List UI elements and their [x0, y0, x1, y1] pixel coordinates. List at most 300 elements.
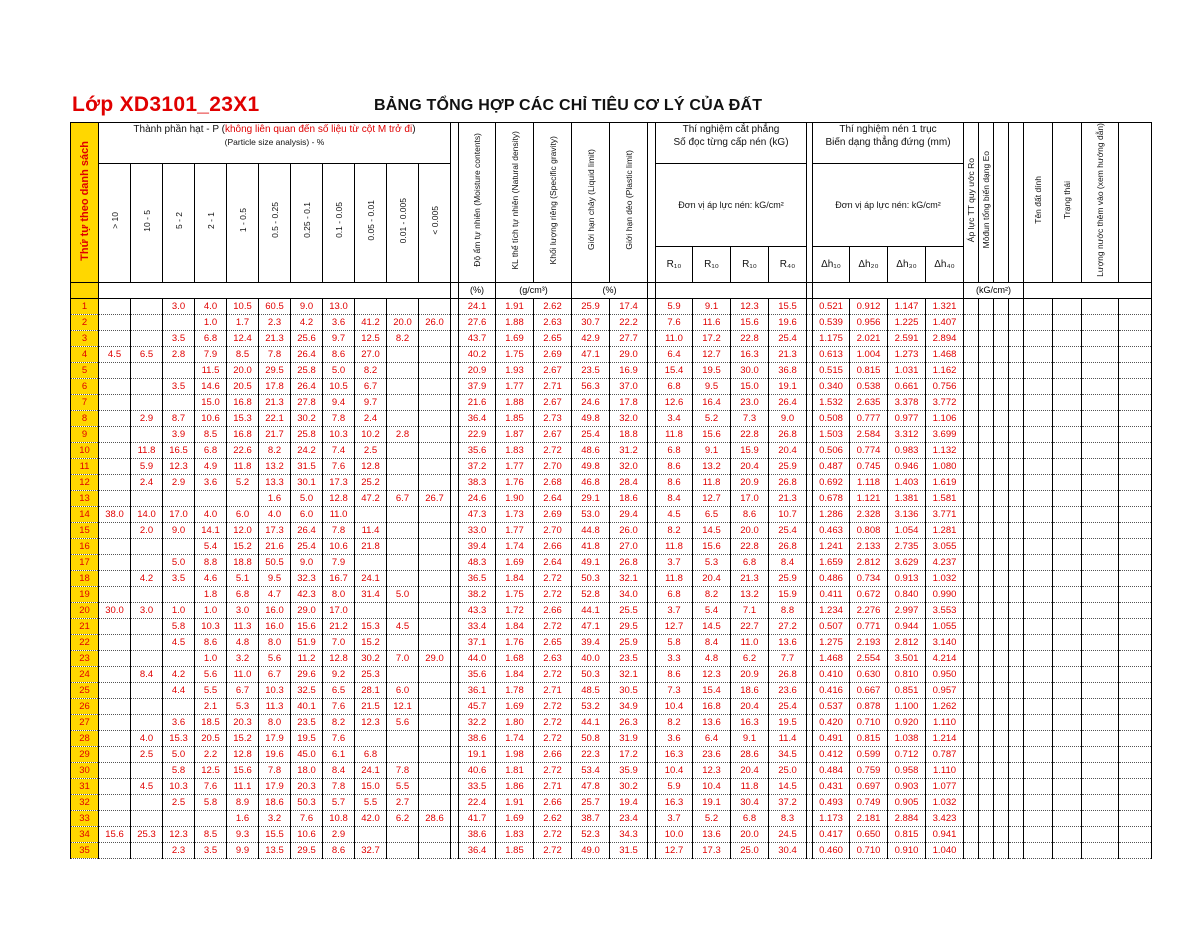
cell-value: 12.3 — [731, 298, 769, 314]
cell-value: 5.4 — [693, 602, 731, 618]
cell-value: 0.815 — [888, 826, 926, 842]
cell-value — [99, 410, 131, 426]
table-row — [71, 378, 1152, 394]
cell-value: 5.8 — [163, 762, 195, 778]
cell-value: 60.5 — [259, 298, 291, 314]
cell-value: 0.486 — [813, 570, 850, 586]
spacer-cell — [979, 314, 994, 330]
cell-value — [387, 298, 419, 314]
spacer-cell — [964, 410, 979, 426]
cell-value: 1.84 — [496, 618, 534, 634]
spacer-cell — [1053, 522, 1082, 538]
cell-value: 31.5 — [291, 458, 323, 474]
spacer-cell — [1009, 506, 1024, 522]
cell-value: 20.0 — [227, 362, 259, 378]
cell-value: 3.772 — [926, 394, 964, 410]
cell-value: 6.8 — [731, 554, 769, 570]
spacer-cell — [994, 714, 1009, 730]
cell-value: 4.2 — [163, 666, 195, 682]
row-number: 3 — [71, 330, 99, 346]
cell-value: 9.3 — [227, 826, 259, 842]
spacer-cell — [648, 826, 656, 842]
cell-value: 37.2 — [459, 458, 496, 474]
cell-value: 9.1 — [693, 442, 731, 458]
cell-value: 0.734 — [850, 570, 888, 586]
cell-value: 0.539 — [813, 314, 850, 330]
cell-value: 11.4 — [355, 522, 387, 538]
cell-value: 8.2 — [355, 362, 387, 378]
cell-value: 20.4 — [693, 570, 731, 586]
spacer-cell — [964, 650, 979, 666]
spacer-cell — [1024, 490, 1053, 506]
cell-value: 10.8 — [323, 810, 355, 826]
cell-value — [419, 762, 451, 778]
spacer-cell — [979, 746, 994, 762]
cell-value: 1.76 — [496, 634, 534, 650]
spacer-cell — [451, 538, 459, 554]
spacer-cell — [964, 538, 979, 554]
cell-value: 7.4 — [323, 442, 355, 458]
spacer-cell — [994, 474, 1009, 490]
cell-value: 20.5 — [195, 730, 227, 746]
spacer-cell — [979, 394, 994, 410]
cell-value — [355, 506, 387, 522]
cell-value: 3.136 — [888, 506, 926, 522]
spacer-cell — [994, 362, 1009, 378]
spacer-cell — [1009, 810, 1024, 826]
spacer-cell — [964, 378, 979, 394]
cell-value: 12.7 — [656, 842, 693, 858]
spacer-cell — [994, 298, 1009, 314]
spacer-cell — [1082, 378, 1119, 394]
header-water: Lượng nước thêm vào (xem hướng dẫn) — [1082, 123, 1119, 283]
cell-value: 0.878 — [850, 698, 888, 714]
spacer-cell — [648, 682, 656, 698]
spacer-cell — [451, 810, 459, 826]
table-row — [71, 714, 1152, 730]
cell-value: 11.8 — [731, 778, 769, 794]
cell-value: 5.2 — [227, 474, 259, 490]
cell-value: 3.553 — [926, 602, 964, 618]
spacer-cell — [1082, 746, 1119, 762]
cell-value: 8.6 — [323, 346, 355, 362]
row-number: 35 — [71, 842, 99, 858]
cell-value: 32.1 — [610, 666, 648, 682]
cell-value: 14.6 — [195, 378, 227, 394]
cell-value: 1.407 — [926, 314, 964, 330]
spacer-cell — [979, 442, 994, 458]
spacer-cell — [994, 746, 1009, 762]
cell-value: 6.8 — [656, 378, 693, 394]
cell-value — [99, 778, 131, 794]
cell-value: 9.2 — [323, 666, 355, 682]
cell-value — [131, 682, 163, 698]
cell-value: 30.0 — [99, 602, 131, 618]
spacer-cell — [979, 410, 994, 426]
cell-value: 2.66 — [534, 746, 572, 762]
spacer-cell — [1009, 666, 1024, 682]
cell-value: 15.0 — [355, 778, 387, 794]
cell-value: 0.420 — [813, 714, 850, 730]
cell-value: 15.6 — [693, 426, 731, 442]
spacer-cell — [964, 698, 979, 714]
cell-value: 50.8 — [572, 730, 610, 746]
spacer-cell — [1053, 586, 1082, 602]
cell-value: 32.2 — [459, 714, 496, 730]
cell-value: 3.699 — [926, 426, 964, 442]
cell-value: 45.0 — [291, 746, 323, 762]
cell-value: 2.021 — [850, 330, 888, 346]
cell-value — [419, 426, 451, 442]
spacer-cell — [1082, 362, 1119, 378]
spacer-cell — [648, 794, 656, 810]
spacer-cell — [1053, 778, 1082, 794]
cell-value: 0.759 — [850, 762, 888, 778]
cell-value — [227, 490, 259, 506]
spacer-cell — [1024, 442, 1053, 458]
cell-value: 6.1 — [323, 746, 355, 762]
cell-value: 25.0 — [769, 762, 807, 778]
spacer-cell — [1053, 794, 1082, 810]
spacer-cell — [994, 762, 1009, 778]
table-row — [71, 778, 1152, 794]
cell-value: 47.1 — [572, 618, 610, 634]
cell-value: 5.7 — [323, 794, 355, 810]
cell-value: 0.983 — [888, 442, 926, 458]
spacer-cell — [1024, 618, 1053, 634]
cell-value: 8.2 — [387, 330, 419, 346]
cell-value: 39.4 — [572, 634, 610, 650]
cell-value: 21.3 — [769, 346, 807, 362]
grain-size-4: 2 - 1 — [195, 164, 227, 283]
cell-value: 7.1 — [731, 602, 769, 618]
cell-value: 1.234 — [813, 602, 850, 618]
cell-value: 14.0 — [131, 506, 163, 522]
header-plastic-limit: Giới hạn dẻo (Plastic limit) — [610, 123, 648, 283]
grain-size-3: 5 - 2 — [163, 164, 195, 283]
cell-value: 4.0 — [195, 298, 227, 314]
cell-value: 3.501 — [888, 650, 926, 666]
cell-value: 10.2 — [355, 426, 387, 442]
cell-value: 0.630 — [850, 666, 888, 682]
row-number: 13 — [71, 490, 99, 506]
spacer-cell — [1009, 586, 1024, 602]
spacer-cell — [979, 506, 994, 522]
cell-value: 17.2 — [693, 330, 731, 346]
row-number: 22 — [71, 634, 99, 650]
spacer-cell — [964, 826, 979, 842]
cell-value: 56.3 — [572, 378, 610, 394]
cell-value: 15.4 — [693, 682, 731, 698]
spacer-cell — [1009, 794, 1024, 810]
cell-value: 25.5 — [610, 602, 648, 618]
spacer-cell — [1053, 762, 1082, 778]
cell-value: 1.69 — [496, 554, 534, 570]
cell-value: 6.7 — [355, 378, 387, 394]
cell-value: 3.423 — [926, 810, 964, 826]
cell-value: 1.532 — [813, 394, 850, 410]
cell-value: 1.90 — [496, 490, 534, 506]
cell-value — [355, 554, 387, 570]
cell-value — [99, 698, 131, 714]
cell-value: 2.2 — [195, 746, 227, 762]
cell-value: 25.4 — [572, 426, 610, 442]
spacer-cell — [1082, 714, 1119, 730]
spacer-cell — [1082, 538, 1119, 554]
cell-value: 36.1 — [459, 682, 496, 698]
shear-col-2: R₁₀ — [693, 246, 731, 282]
cell-value: 2.1 — [195, 698, 227, 714]
spacer-cell — [451, 506, 459, 522]
cell-value: 0.815 — [850, 730, 888, 746]
cell-value: 11.4 — [769, 730, 807, 746]
cell-value — [163, 810, 195, 826]
cell-value: 6.5 — [693, 506, 731, 522]
spacer-cell — [1082, 842, 1119, 858]
cell-value: 5.5 — [387, 778, 419, 794]
spacer-cell — [964, 442, 979, 458]
spacer-cell — [1024, 650, 1053, 666]
spacer-cell — [1009, 682, 1024, 698]
cell-value: 2.133 — [850, 538, 888, 554]
spacer-cell — [1024, 602, 1053, 618]
shear-col-4: R₄₀ — [769, 246, 807, 282]
table-row — [71, 810, 1152, 826]
cell-value: 28.1 — [355, 682, 387, 698]
cell-value: 0.484 — [813, 762, 850, 778]
cell-value: 2.812 — [888, 634, 926, 650]
cell-value: 3.378 — [888, 394, 926, 410]
cell-value: 2.5 — [131, 746, 163, 762]
cell-value: 23.0 — [731, 394, 769, 410]
cell-value: 24.1 — [355, 570, 387, 586]
cell-value: 15.3 — [163, 730, 195, 746]
spacer-cell — [964, 602, 979, 618]
cell-value: 4.214 — [926, 650, 964, 666]
cell-value: 6.8 — [731, 810, 769, 826]
cell-value: 13.2 — [259, 458, 291, 474]
spacer-cell — [1119, 810, 1152, 826]
cell-value: 17.0 — [163, 506, 195, 522]
cell-value: 27.8 — [291, 394, 323, 410]
cell-value: 27.2 — [769, 618, 807, 634]
spacer-cell — [1082, 410, 1119, 426]
spacer-cell — [1009, 426, 1024, 442]
grain-size-11: < 0.005 — [419, 164, 451, 283]
cell-value: 45.7 — [459, 698, 496, 714]
cell-value — [419, 474, 451, 490]
cell-value: 8.6 — [323, 842, 355, 858]
cell-value: 12.7 — [693, 490, 731, 506]
cell-value: 12.6 — [656, 394, 693, 410]
spacer-cell — [1119, 666, 1152, 682]
row-number: 16 — [71, 538, 99, 554]
cell-value — [387, 730, 419, 746]
cell-value: 2.5 — [163, 794, 195, 810]
cell-value: 0.515 — [813, 362, 850, 378]
header-density: KL thể tích tự nhiên (Natural density) — [496, 123, 534, 283]
cell-value: 9.0 — [291, 298, 323, 314]
table-body — [71, 298, 1152, 858]
spacer-cell — [648, 586, 656, 602]
spacer-cell — [1082, 522, 1119, 538]
spacer-cell — [1024, 298, 1053, 314]
cell-value: 1.69 — [496, 330, 534, 346]
table-title: BẢNG TỔNG HỢP CÁC CHỈ TIÊU CƠ LÝ CỦA ĐẤT — [374, 97, 763, 114]
cell-value: 44.1 — [572, 602, 610, 618]
cell-value — [387, 522, 419, 538]
cell-value: 5.1 — [227, 570, 259, 586]
cell-value: 3.6 — [195, 474, 227, 490]
spacer-cell — [1024, 570, 1053, 586]
cell-value: 25.9 — [572, 298, 610, 314]
cell-value: 11.0 — [227, 666, 259, 682]
cell-value: 22.7 — [731, 618, 769, 634]
cell-value: 4.7 — [259, 586, 291, 602]
cell-value: 4.0 — [259, 506, 291, 522]
header-order: Thứ tự theo danh sách — [71, 123, 99, 283]
spacer-cell — [1119, 762, 1152, 778]
spacer-cell — [964, 570, 979, 586]
cell-value: 1.0 — [163, 602, 195, 618]
cell-value — [419, 778, 451, 794]
spacer-cell — [994, 490, 1009, 506]
cell-value: 20.9 — [731, 474, 769, 490]
cell-value: 2.9 — [131, 410, 163, 426]
cell-value: 1.72 — [496, 602, 534, 618]
spacer-cell — [964, 762, 979, 778]
cell-value — [131, 362, 163, 378]
cell-value — [131, 330, 163, 346]
cell-value: 0.745 — [850, 458, 888, 474]
cell-value: 20.3 — [227, 714, 259, 730]
cell-value: 10.3 — [259, 682, 291, 698]
cell-value: 5.2 — [693, 810, 731, 826]
cell-value: 0.810 — [888, 666, 926, 682]
cell-value: 0.410 — [813, 666, 850, 682]
cell-value: 25.4 — [769, 522, 807, 538]
cell-value: 27.6 — [459, 314, 496, 330]
cell-value: 2.276 — [850, 602, 888, 618]
cell-value: 15.0 — [731, 378, 769, 394]
cell-value: 2.4 — [131, 474, 163, 490]
cell-value: 25.3 — [355, 666, 387, 682]
cell-value: 26.7 — [419, 490, 451, 506]
cell-value: 8.8 — [195, 554, 227, 570]
cell-value: 7.3 — [656, 682, 693, 698]
cell-value: 0.506 — [813, 442, 850, 458]
cell-value: 3.771 — [926, 506, 964, 522]
cell-value: 17.0 — [731, 490, 769, 506]
cell-value — [355, 826, 387, 842]
cell-value: 1.275 — [813, 634, 850, 650]
cell-value — [387, 554, 419, 570]
header-state: Trạng thái — [1053, 123, 1082, 283]
cell-value: 1.031 — [888, 362, 926, 378]
cell-value: 2.0 — [131, 522, 163, 538]
cell-value — [419, 746, 451, 762]
cell-value — [163, 586, 195, 602]
cell-value: 12.3 — [163, 826, 195, 842]
cell-value: 0.538 — [850, 378, 888, 394]
cell-value: 48.6 — [572, 442, 610, 458]
cell-value: 44.8 — [572, 522, 610, 538]
spacer-cell — [1009, 394, 1024, 410]
cell-value — [419, 570, 451, 586]
cell-value: 1.118 — [850, 474, 888, 490]
cell-value: 35.6 — [459, 442, 496, 458]
cell-value: 2.72 — [534, 730, 572, 746]
cell-value: 8.3 — [769, 810, 807, 826]
spacer-cell — [1024, 362, 1053, 378]
spacer-cell — [964, 666, 979, 682]
spacer-cell — [979, 634, 994, 650]
cell-value: 33.0 — [459, 522, 496, 538]
cell-value: 36.4 — [459, 410, 496, 426]
cell-value: 12.8 — [323, 490, 355, 506]
cell-value: 7.7 — [769, 650, 807, 666]
cell-value: 1.80 — [496, 714, 534, 730]
cell-value — [387, 458, 419, 474]
spacer-cell — [1119, 410, 1152, 426]
spacer-cell — [1053, 826, 1082, 842]
cell-value: 32.3 — [291, 570, 323, 586]
spacer-cell — [979, 330, 994, 346]
spacer-cell — [1053, 842, 1082, 858]
cell-value: 52.3 — [572, 826, 610, 842]
cell-value: 1.0 — [195, 602, 227, 618]
cell-value: 1.381 — [888, 490, 926, 506]
cell-value: 0.537 — [813, 698, 850, 714]
cell-value: 16.3 — [656, 746, 693, 762]
cell-value: 22.2 — [610, 314, 648, 330]
cell-value: 50.3 — [572, 570, 610, 586]
cell-value — [99, 810, 131, 826]
cell-value: 0.667 — [850, 682, 888, 698]
comp-col-2: Δh₂₀ — [850, 246, 888, 282]
cell-value — [387, 378, 419, 394]
spacer-cell — [1119, 346, 1152, 362]
header-shear-group: Thí nghiệm cắt phẳng Số đọc từng cấp nén (kG) — [656, 123, 807, 164]
cell-value: 3.7 — [656, 602, 693, 618]
cell-value: 1.69 — [496, 698, 534, 714]
row-number: 28 — [71, 730, 99, 746]
cell-value — [131, 394, 163, 410]
spacer-cell — [1024, 506, 1053, 522]
cell-value: 4.4 — [163, 682, 195, 698]
cell-value: 6.2 — [387, 810, 419, 826]
table-row — [71, 298, 1152, 314]
spacer-cell — [1053, 666, 1082, 682]
cell-value: 15.6 — [227, 762, 259, 778]
cell-value: 25.7 — [572, 794, 610, 810]
cell-value: 9.4 — [323, 394, 355, 410]
spacer-cell — [451, 602, 459, 618]
cell-value: 12.7 — [656, 618, 693, 634]
cell-value — [387, 666, 419, 682]
cell-value: 48.3 — [459, 554, 496, 570]
cell-value: 13.3 — [259, 474, 291, 490]
spacer-cell — [994, 826, 1009, 842]
cell-value: 6.8 — [355, 746, 387, 762]
spacer-cell — [1082, 506, 1119, 522]
spacer-cell — [979, 378, 994, 394]
spacer-cell — [1119, 458, 1152, 474]
spacer-cell — [994, 394, 1009, 410]
spacer-cell — [451, 378, 459, 394]
cell-value — [419, 842, 451, 858]
cell-value: 1.83 — [496, 442, 534, 458]
